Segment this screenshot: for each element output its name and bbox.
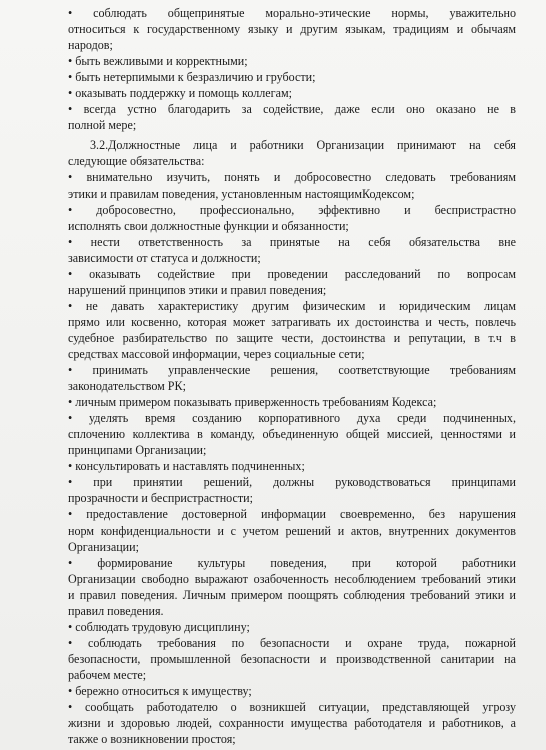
text-line: • внимательно изучить, понять и добросовестно следовать требованиям bbox=[68, 170, 516, 185]
text-line: • быть нетерпимыми к безразличию и грубости; bbox=[68, 70, 316, 85]
text-line: также о возникновении простоя; bbox=[68, 732, 236, 747]
text-line: народов; bbox=[68, 38, 113, 53]
text-line: • личным примером показывать приверженность требованиям Кодекса; bbox=[68, 395, 437, 410]
text-line: • соблюдать требования по безопасности и охране труда, пожарной bbox=[68, 635, 516, 650]
text-line: • нести ответственность за принятые на себя обязательства вне bbox=[68, 234, 516, 249]
text-line: • не давать характеристику другим физическим и юридическим лицам bbox=[68, 298, 516, 313]
text-line: • консультировать и наставлять подчиненных; bbox=[68, 459, 305, 474]
text-line: и правил поведения. Личным примером поощрять соблюдения требований этики и bbox=[68, 587, 516, 602]
text-line: следующие обязательства: bbox=[68, 154, 205, 169]
text-line: средствах массовой информации, через социальные сети; bbox=[68, 346, 365, 361]
text-line: зависимости от статуса и должности; bbox=[68, 250, 261, 265]
text-line: сплочению коллектива в команду, объединенную общей миссией, ценностями и bbox=[68, 427, 516, 442]
text-line: • соблюдать общепринятые морально-этические нормы, уважительно bbox=[68, 6, 516, 20]
text-line: • уделять время созданию корпоративного духа среди подчиненных, bbox=[68, 411, 516, 426]
text-line: судебное разбирательство по защите чести, достоинства и репутации, в т.ч в bbox=[68, 330, 516, 345]
text-line: нарушений принципов этики и правил поведения; bbox=[68, 282, 327, 297]
text-line: прозрачности и беспристрастности; bbox=[68, 491, 254, 506]
text-line: • принимать управленческие решения, соответствующие требованиям bbox=[68, 363, 516, 378]
text-line: • добросовестно, профессионально, эффективно и беспристрастно bbox=[68, 202, 516, 217]
text-line: • предоставление достоверной информации своевременно, без нарушения bbox=[68, 507, 516, 522]
text-line: исполнять свои должностные функции и обязанности; bbox=[68, 218, 349, 233]
text-line: • при принятии решений, должны руководствоваться принципами bbox=[68, 475, 516, 490]
text-line: норм конфиденциальности и с учетом решений и актов, внутренних документов bbox=[68, 523, 516, 538]
text-line: • оказывать содействие при проведении расследований по вопросам bbox=[68, 266, 516, 281]
text-line: этики и правилам поведения, установленным настоящимКодексом; bbox=[68, 186, 415, 201]
text-line: безопасности, промышленной безопасности и производственной санитарии на bbox=[68, 651, 516, 666]
text-line: • бережно относиться к имуществу; bbox=[68, 683, 252, 698]
text-line: • формирование культуры поведения, при которой работники bbox=[68, 555, 516, 570]
text-line: • оказывать поддержку и помощь коллегам; bbox=[68, 86, 292, 101]
text-line: • всегда устно благодарить за содействие, даже если оно оказано не в bbox=[68, 102, 516, 117]
text-line: • сообщать работодателю о возникшей ситуации, представляющей угрозу bbox=[68, 700, 516, 715]
text-line: • быть вежливыми и корректными; bbox=[68, 54, 248, 69]
text-line: 3.2.Должностные лица и работники Организации принимают на себя bbox=[90, 138, 516, 153]
text-line: Организации; bbox=[68, 539, 139, 554]
text-line: жизни и здоровью людей, сохранности имущества работодателя и работников, а bbox=[68, 716, 516, 731]
text-line: прямо или косвенно, которая может затрагивать их достоинства и честь, повлечь bbox=[68, 314, 516, 329]
text-line: принципами Организации; bbox=[68, 443, 207, 458]
text-line: полной мере; bbox=[68, 118, 137, 133]
text-line: законодательством РК; bbox=[68, 379, 186, 394]
text-line: правил поведения. bbox=[68, 603, 164, 618]
text-line: рабочем месте; bbox=[68, 667, 147, 682]
text-line: Организации свободно выражают озабоченность несоблюдением требований этики bbox=[68, 571, 516, 586]
text-line: относиться к государственному языку и другим языкам, традициям и обычаям bbox=[68, 22, 516, 37]
text-line: • соблюдать трудовую дисциплину; bbox=[68, 619, 250, 634]
